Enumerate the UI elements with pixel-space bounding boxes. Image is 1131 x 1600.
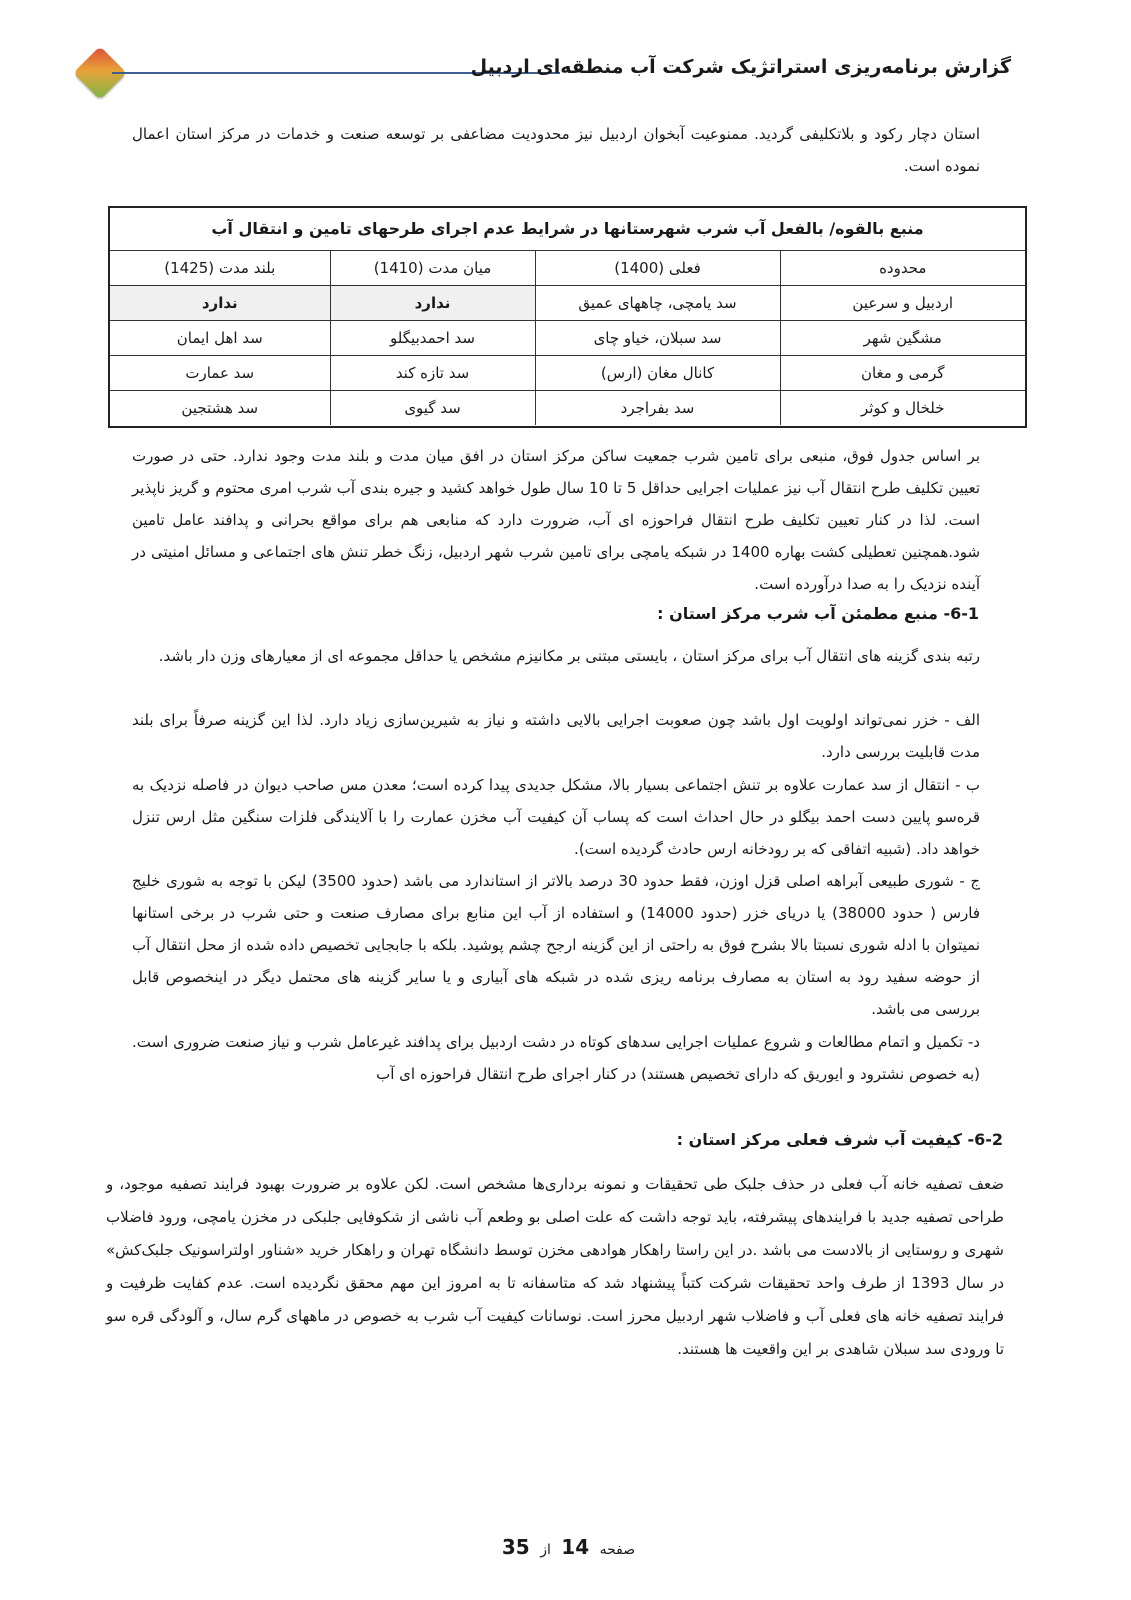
table-row xyxy=(110,286,1025,321)
table-header-cell: محدوده xyxy=(780,251,1025,286)
table-cell: اردبیل و سرعین xyxy=(780,286,1025,321)
section-1-item-alef: الف - خزر نمی‌تواند اولویت اول باشد چون صعوبت اجرایی بالایی داشته و نیاز به شیرین‌سازی زیاد دارد. لذا این گزینه صرفاً برای بلند مدت قابلیت بررسی دارد. xyxy=(132,711,980,761)
table-cell: سد احمدبیگلو xyxy=(330,321,535,356)
section-1-paragraph: رتبه بندی گزینه های انتقال آب برای مرکز استان ، بایستی مبتنی بر مکانیزم مشخص یا حداقل مجموعه ای از معیارهای وزن دار باشد. xyxy=(158,647,980,665)
table-cell: سد اهل ایمان xyxy=(110,321,330,356)
current-page-number: 14 xyxy=(561,1535,590,1559)
table-cell: کانال مغان (ارس) xyxy=(535,356,780,391)
section-title: - کیفیت آب شرف فعلی مرکز استان : xyxy=(676,1130,975,1149)
section-number: 6-2 xyxy=(974,1130,1003,1149)
section-1-item-be: ب - انتقال از سد عمارت علاوه بر تنش اجتماعی بسیار بالا، مشکل جدیدی پیدا کرده است؛ معدن مس صاحب دیوان در فاصله نزدیک به قرەسو پایین دست احمد بیگلو در حال احداث است که پساب آن کیفیت آب مخزن عمارت را با آلایندگی فلزات سنگین مثل ارس تنزل خواهد داد. (شبیه اتفاقی که بر رودخانه ارس حادث گردیده است). xyxy=(132,776,980,858)
intro-paragraph: استان دچار رکود و بلاتکلیفی گردید. ممنوعیت آبخوان اردبیل نیز محدودیت مضاعفی بر توسعه صنعت و خدمات در مرکز استان اعمال نموده است. xyxy=(132,125,980,175)
section-heading-6-1 xyxy=(657,604,979,623)
table-header-cell: فعلی (1400) xyxy=(535,251,780,286)
page-word: صفحه xyxy=(599,1542,636,1558)
table-cell: سد گیوی xyxy=(330,391,535,426)
section-number: 6-1 xyxy=(950,604,979,623)
section-heading-6-2 xyxy=(677,1130,1003,1149)
table-title: منبع بالقوه/ بالفعل آب شرب شهرستانها در شرایط عدم اجرای طرحهای تامین و انتقال آب xyxy=(110,208,1025,251)
section-1-item-jim: ج - شوری طبیعی آبراهه اصلی قزل اوزن، فقط حدود 30 درصد بالاتر از استاندارد می باشد (حدود 3500) لیکن با توجه به شوری خلیج فارس ( حدود 38000) یا دریای خزر (حدود 14000) و استفاده از آب این منابع برای مصارف صنعت و حتی شرب در برخی استانها نمیتوان با ادله شوری نسبتا بالا بشرح فوق به راحتی از این گزینه ارجح چشم پوشید. بلکه با جابجایی تخصیص داده شده از محل انتقال آب از حوضه سفید رود به استان به مصارف برنامه ریزی شده در شبکه های آبیاری و یا سایر گزینه های محتمل دیگر در اینخصوص قابل بررسی می باشد. xyxy=(132,872,980,1018)
table-row xyxy=(110,356,1025,391)
table-cell: ندارد xyxy=(330,286,535,321)
page-header-title: گزارش برنامه‌ریزی استراتژیک شرکت آب منطقه‌ای اردبیل xyxy=(470,56,1011,78)
table-header-cell: میان مدت (1410) xyxy=(330,251,535,286)
table-cell: سد عمارت xyxy=(110,356,330,391)
table-cell: سد بفراجرد xyxy=(535,391,780,426)
table-cell: گرمی و مغان xyxy=(780,356,1025,391)
table-cell: سد یامچی، چاههای عمیق xyxy=(535,286,780,321)
table-cell: مشگین شهر xyxy=(780,321,1025,356)
table-row xyxy=(110,391,1025,426)
paragraph-after-table: بر اساس جدول فوق، منبعی برای تامین شرب جمعیت ساکن مرکز استان در افق میان مدت و بلند مدت وجود ندارد. حتی در صورت تعیین تکلیف طرح انتقال آب نیز عملیات اجرایی حداقل 5 تا 10 سال طول خواهد کشید و جیره بندی آب شرب امری محتوم و گریز ناپذیر است. لذا در کنار تعیین تکلیف طرح انتقال فراحوزه ای آب، ضرورت دارد که منابعی هم برای مواقع بحرانی و پدافند عامل تامین شود.همچنین تعطیلی کشت بهاره 1400 در شبکه یامچی برای تامین شرب شهر اردبیل، زنگ خطر تنش های اجتماعی و مسائل امنیتی در آینده نزدیک را به صدا درآورده است. xyxy=(132,447,981,593)
table-header-row xyxy=(110,251,1025,286)
table-grid xyxy=(110,251,1025,425)
page-footer xyxy=(0,1535,1131,1559)
table-row xyxy=(110,321,1025,356)
section-1-item-dal: د- تکمیل و اتمام مطالعات و شروع عملیات اجرایی سدهای کوتاه در دشت اردبیل برای پدافند غیرعامل شرب و نیاز صنعت ضروری است. (به خصوص نشترود و ایوریق که دارای تخصیص هستند) در کنار اجرای طرح انتقال فراحوزه ای آب xyxy=(132,1033,980,1083)
section-title: - منبع مطمئن آب شرب مرکز استان : xyxy=(657,604,951,623)
table-header-cell: بلند مدت (1425) xyxy=(110,251,330,286)
water-sources-table xyxy=(108,206,1027,428)
section-2-paragraph: ضعف تصفیه خانه آب فعلی در حذف جلبک طی تحقیقات و نمونه برداری‌ها مشخص است. لکن علاوه بر ضرورت بهبود فرایند تصفیه موجود، و طراحی تصفیه جدید با فرایندهای پیشرفته، باید توجه داشت که علت اصلی بو وطعم آب ناشی از شکوفایی جلبکی در مخزن یامچی، ورود فاضلاب شهری و روستایی از بالادست می باشد .در این راستا راهکار هوادهی مخزن توسط دانشگاه تهران و راهکار خرید «شناور اولتراسونیک جلبک‌کش» در سال 1393 از طرف واحد تحقیقات شرکت کتباً پیشنهاد شد که متاسفانه تا به امروز این مهم محقق نگردیده است. عدم کفایت ظرفیت و فرایند تصفیه خانه های فعلی آب و فاضلاب شهر اردبیل محرز است. نوسانات کیفیت آب شرب به خصوص در ماههای گرم سال، و آلودگی قره سو تا ورودی سد سبلان شاهدی بر این واقعیت ها هستند. xyxy=(106,1175,1004,1358)
table-cell: سد سبلان، خیاو چای xyxy=(535,321,780,356)
total-pages-number: 35 xyxy=(501,1535,530,1559)
table-cell: ندارد xyxy=(110,286,330,321)
table-cell: خلخال و کوثر xyxy=(780,391,1025,426)
table-cell: سد هشتجین xyxy=(110,391,330,426)
table-cell: سد تازه کند xyxy=(330,356,535,391)
of-word: از xyxy=(540,1542,551,1558)
